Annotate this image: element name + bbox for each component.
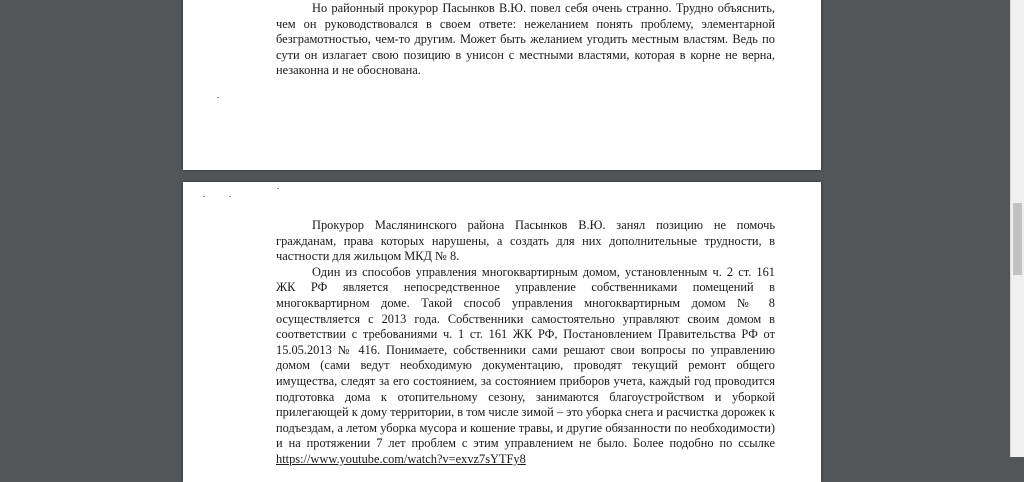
scan-speck bbox=[229, 196, 231, 197]
paragraph-text: Один из способов управления многоквартирным домом, установленным ч. 2 ст. 161 ЖК РФ является непосредственное управление собственниками помещений в многоквартирном доме. Такой способ управления многоквартирным домом № 8 осуществляется с 2013 года. Собственники самостоятельно управляют своим домом в соответствии с требованиями ч. 1 ст. 161 ЖК РФ, Постановлением Правительства РФ от 15.05.2013 № 416. Понимаете, собственники сами решают свои вопросы по управлению домом (сами ведут необходимую документацию, проводят текущий ремонт общего имущества, следят за его состоянием, за состоянием приборов учета, каждый год проводится подготовка дома к отопительному сезону, занимаются благоустройством и уборкой прилегающей к дому территории, в том числе зимой – это уборка снега и расчистка дорожек к подъездам, а летом уборка мусора и кошение травы, и другие обязанности по необходимости) и на протяжении 7 лет проблем с этим управлением не было. Более подобно по ссылке bbox=[276, 264, 775, 451]
document-page bbox=[183, 0, 821, 170]
vertical-scrollbar[interactable] bbox=[1010, 0, 1024, 457]
paragraph bbox=[276, 265, 775, 468]
page-text bbox=[276, 1, 775, 79]
scan-speck bbox=[203, 196, 205, 197]
paragraph: Прокурор Маслянинского района Пасынков В.Ю. занял позицию не помочь гражданам, права которых нарушены, а создать для них дополнительные трудности, в частности для жильцом МКД № 8. bbox=[276, 218, 775, 264]
scan-speck bbox=[277, 188, 279, 189]
document-page bbox=[183, 182, 821, 482]
scrollbar-thumb[interactable] bbox=[1013, 203, 1022, 275]
page-text bbox=[276, 218, 775, 468]
scan-speck bbox=[217, 97, 219, 98]
youtube-link[interactable]: https://www.youtube.com/watch?v=exvz7sYTFy8 bbox=[276, 451, 526, 466]
paragraph: Но районный прокурор Пасынков В.Ю. повел себя очень странно. Трудно объяснить, чем он руководствовался в своем ответе: нежеланием понять проблему, элементарной безграмотностью, чем-то другим. Может быть желанием угодить местным властям. Ведь по сути он излагает свою позицию в унисон с местными властями, которая в корне не верна, незаконна и не обоснована. bbox=[276, 1, 775, 78]
